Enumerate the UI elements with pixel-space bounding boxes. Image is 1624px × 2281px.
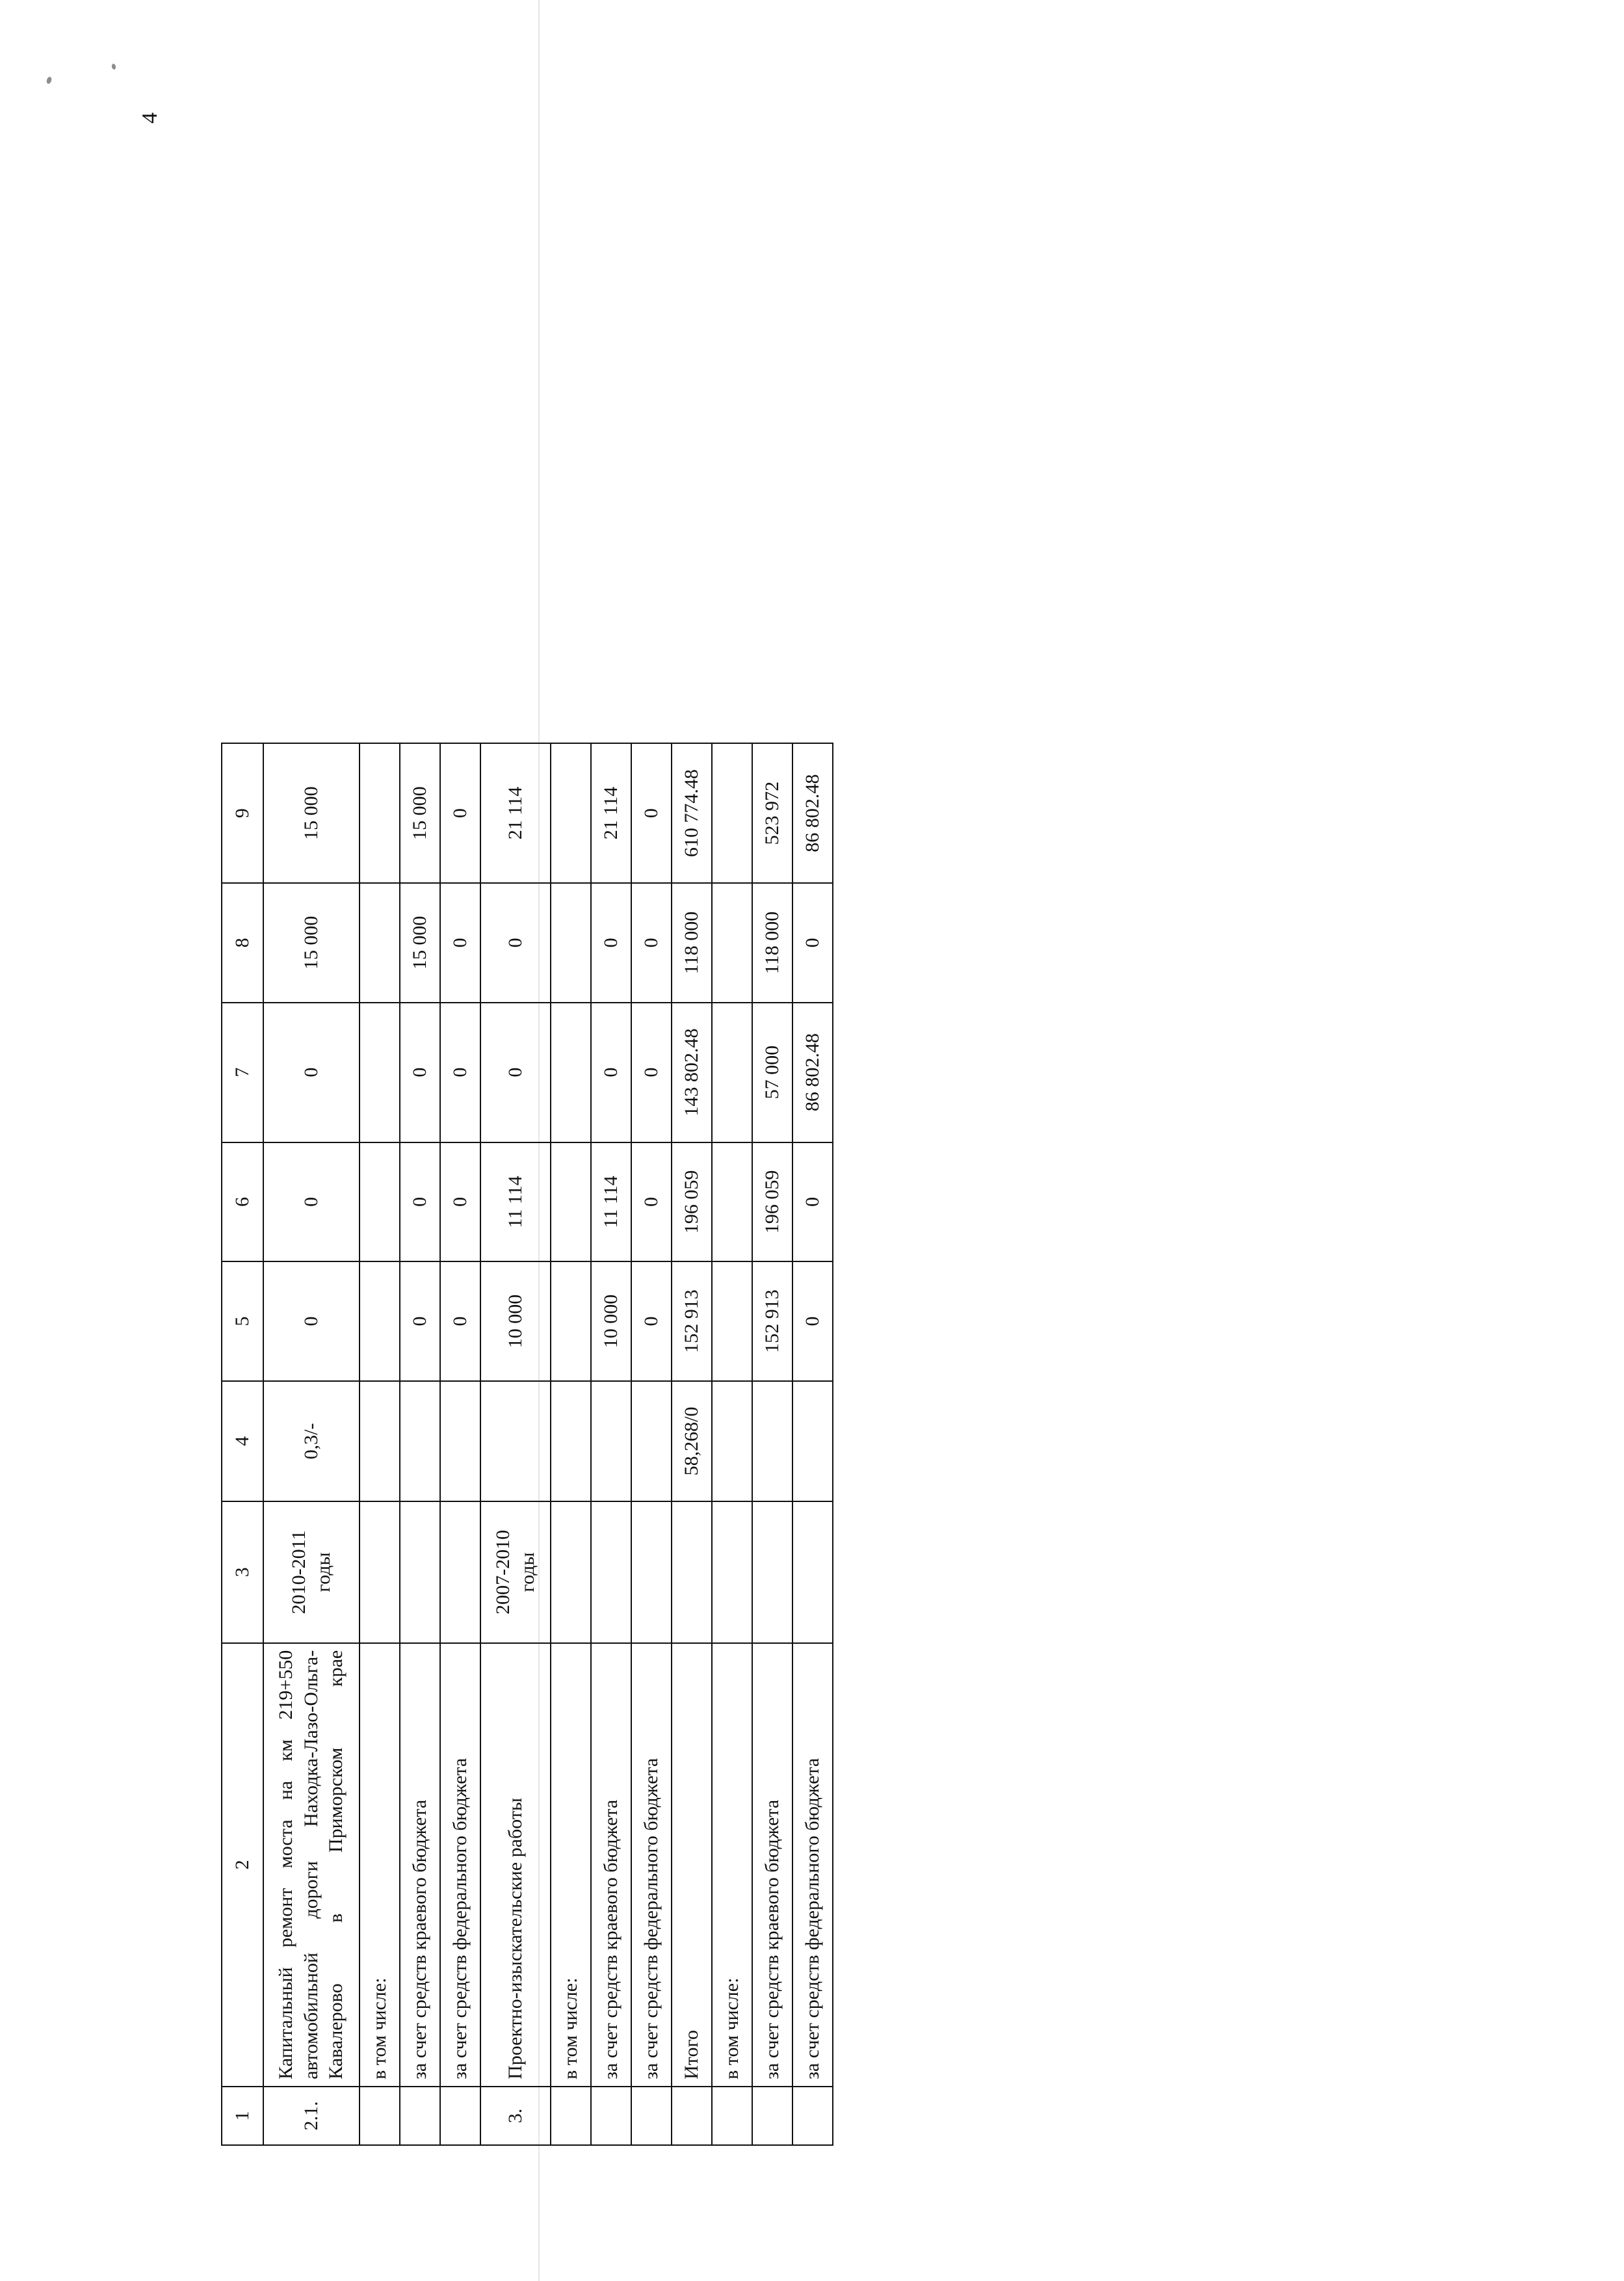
row-value-9: 15 000 — [263, 743, 360, 883]
row-value-8 — [360, 883, 400, 1002]
column-number-5: 5 — [222, 1261, 263, 1381]
row-value-5: 10 000 — [480, 1261, 551, 1381]
row-period — [792, 1501, 833, 1643]
table-row-total — [672, 743, 712, 2145]
row-value-9: 0 — [440, 743, 480, 883]
row-index: 2.1. — [263, 2087, 360, 2145]
row-value-9: 21 114 — [480, 743, 551, 883]
row-value-7: 0 — [263, 1003, 360, 1142]
column-number-8: 8 — [222, 883, 263, 1002]
column-number-4: 4 — [222, 1381, 263, 1501]
row-value-8 — [551, 883, 591, 1002]
row-value-9 — [360, 743, 400, 883]
table-row — [400, 743, 440, 2145]
column-number-9: 9 — [222, 743, 263, 883]
row-value-7: 0 — [631, 1003, 672, 1142]
table-row — [792, 743, 833, 2145]
row-value-5: 0 — [631, 1261, 672, 1381]
row-value-6: 0 — [631, 1142, 672, 1262]
table-row — [480, 743, 551, 2145]
row-index — [591, 2087, 631, 2145]
row-value-7 — [360, 1003, 400, 1142]
row-period — [672, 1501, 712, 1643]
column-number-2: 2 — [222, 1643, 263, 2087]
row-value-5: 0 — [400, 1261, 440, 1381]
row-value-7: 143 802.48 — [672, 1003, 712, 1142]
row-value-8: 0 — [591, 883, 631, 1002]
column-number-7: 7 — [222, 1003, 263, 1142]
row-value-4 — [591, 1381, 631, 1501]
row-value-7: 57 000 — [752, 1003, 792, 1142]
row-value-7: 86 802.48 — [792, 1003, 833, 1142]
row-value-5: 0 — [263, 1261, 360, 1381]
table-row — [263, 743, 360, 2145]
row-value-4: 0,3/- — [263, 1381, 360, 1501]
row-value-7 — [551, 1003, 591, 1142]
table-row — [551, 743, 591, 2145]
row-value-6: 196 059 — [672, 1142, 712, 1262]
row-title: за счет средств федерального бюджета — [792, 1643, 833, 2087]
row-index: 3. — [480, 2087, 551, 2145]
row-title: за счет средств федерального бюджета — [440, 1643, 480, 2087]
row-value-5: 10 000 — [591, 1261, 631, 1381]
row-title: Капитальный ремонт моста на км 219+550 автомобильной дороги Находка-Лазо-Ольга-Кавалерово в Приморском крае — [263, 1643, 360, 2087]
table-container — [221, 743, 833, 2146]
row-value-7: 0 — [480, 1003, 551, 1142]
row-index — [792, 2087, 833, 2145]
row-value-4 — [440, 1381, 480, 1501]
row-period — [440, 1501, 480, 1643]
row-value-4 — [792, 1381, 833, 1501]
row-value-5: 152 913 — [752, 1261, 792, 1381]
row-value-7: 0 — [400, 1003, 440, 1142]
row-value-9: 21 114 — [591, 743, 631, 883]
row-value-8 — [712, 883, 752, 1002]
row-title: за счет средств федерального бюджета — [631, 1643, 672, 2087]
row-period — [712, 1501, 752, 1643]
row-index — [440, 2087, 480, 2145]
row-title: за счет средств краевого бюджета — [591, 1643, 631, 2087]
row-index — [712, 2087, 752, 2145]
row-value-6: 0 — [400, 1142, 440, 1262]
row-value-4 — [631, 1381, 672, 1501]
row-value-8: 0 — [631, 883, 672, 1002]
row-value-5 — [551, 1261, 591, 1381]
row-value-9: 86 802.48 — [792, 743, 833, 883]
row-period: 2007-2010 годы — [480, 1501, 551, 1643]
row-title: Проектно-изыскательские работы — [480, 1643, 551, 2087]
row-value-4 — [752, 1381, 792, 1501]
row-value-8: 118 000 — [672, 883, 712, 1002]
row-value-6: 196 059 — [752, 1142, 792, 1262]
row-index — [672, 2087, 712, 2145]
row-value-5: 0 — [440, 1261, 480, 1381]
table-column-number-row — [222, 743, 263, 2145]
row-value-5: 152 913 — [672, 1261, 712, 1381]
row-value-9: 610 774.48 — [672, 743, 712, 883]
row-title: в том числе: — [551, 1643, 591, 2087]
row-value-6: 11 114 — [480, 1142, 551, 1262]
table-row — [591, 743, 631, 2145]
row-value-8: 15 000 — [400, 883, 440, 1002]
row-period: 2010-2011 годы — [263, 1501, 360, 1643]
row-value-6: 0 — [440, 1142, 480, 1262]
row-value-5 — [712, 1261, 752, 1381]
row-period — [631, 1501, 672, 1643]
row-value-9: 523 972 — [752, 743, 792, 883]
row-index — [360, 2087, 400, 2145]
table-row — [360, 743, 400, 2145]
row-title: за счет средств краевого бюджета — [400, 1643, 440, 2087]
row-value-6 — [551, 1142, 591, 1262]
row-value-8: 0 — [480, 883, 551, 1002]
row-value-9 — [712, 743, 752, 883]
page-number: 4 — [138, 112, 162, 124]
column-number-1: 1 — [222, 2087, 263, 2145]
row-period — [551, 1501, 591, 1643]
column-number-3: 3 — [222, 1501, 263, 1643]
row-title: в том числе: — [712, 1643, 752, 2087]
row-value-4: 58,268/0 — [672, 1381, 712, 1501]
row-value-9: 0 — [631, 743, 672, 883]
row-period — [360, 1501, 400, 1643]
row-period — [591, 1501, 631, 1643]
row-value-7: 0 — [440, 1003, 480, 1142]
row-value-5 — [360, 1261, 400, 1381]
row-value-7: 0 — [591, 1003, 631, 1142]
row-value-9: 15 000 — [400, 743, 440, 883]
row-value-4 — [360, 1381, 400, 1501]
row-index — [752, 2087, 792, 2145]
row-index — [551, 2087, 591, 2145]
row-value-4 — [480, 1381, 551, 1501]
row-value-7 — [712, 1003, 752, 1142]
table-row — [631, 743, 672, 2145]
table-row — [712, 743, 752, 2145]
row-title: за счет средств краевого бюджета — [752, 1643, 792, 2087]
row-value-8: 0 — [440, 883, 480, 1002]
row-value-8: 0 — [792, 883, 833, 1002]
row-title: в том числе: — [360, 1643, 400, 2087]
table-row — [440, 743, 480, 2145]
table-row — [752, 743, 792, 2145]
row-value-6 — [712, 1142, 752, 1262]
row-value-8: 118 000 — [752, 883, 792, 1002]
row-index — [631, 2087, 672, 2145]
row-value-4 — [712, 1381, 752, 1501]
row-period — [752, 1501, 792, 1643]
row-value-6: 11 114 — [591, 1142, 631, 1262]
scan-speck — [46, 76, 52, 85]
row-value-9 — [551, 743, 591, 883]
row-value-6: 0 — [263, 1142, 360, 1262]
row-value-8: 15 000 — [263, 883, 360, 1002]
column-number-6: 6 — [222, 1142, 263, 1262]
row-title: Итого — [672, 1643, 712, 2087]
row-value-4 — [551, 1381, 591, 1501]
budget-table — [221, 743, 833, 2146]
row-period — [400, 1501, 440, 1643]
row-value-4 — [400, 1381, 440, 1501]
row-value-6: 0 — [792, 1142, 833, 1262]
row-value-6 — [360, 1142, 400, 1262]
scan-speck — [111, 63, 116, 70]
row-index — [400, 2087, 440, 2145]
row-value-5: 0 — [792, 1261, 833, 1381]
